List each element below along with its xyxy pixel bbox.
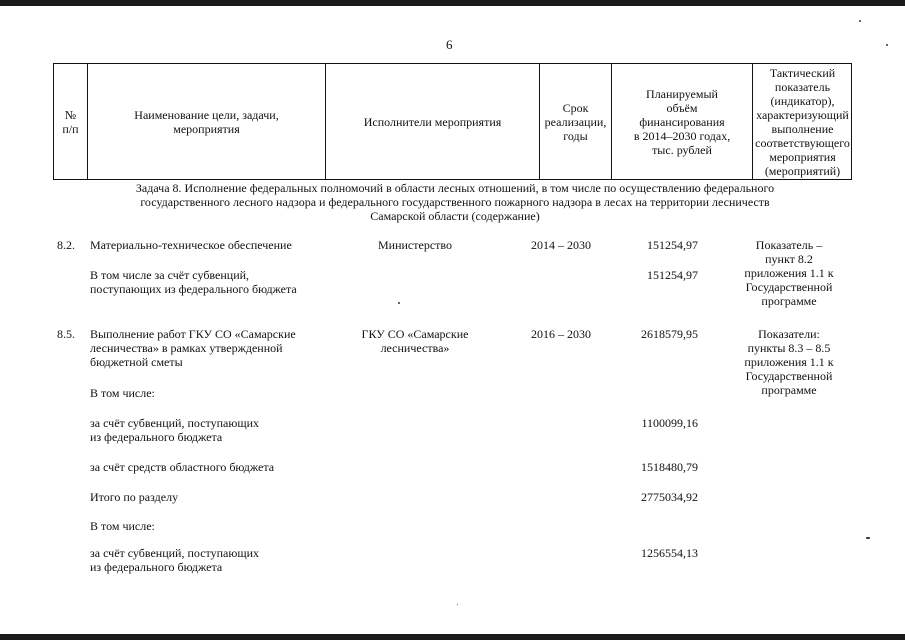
row-number: 8.5. — [57, 327, 75, 341]
table-header — [53, 63, 852, 180]
row-number: 8.2. — [57, 238, 75, 252]
row-subline-name: В том числе за счёт субвенций, поступающих из федерального бюджета — [90, 268, 297, 296]
header-executors-col: Исполнители мероприятия — [363, 114, 502, 129]
row-subline-amount: 151254,97 — [647, 268, 698, 282]
row-subline-name: за счёт субвенций, поступающих из федерального бюджета — [90, 416, 259, 444]
row-executor: Министерство — [378, 238, 452, 252]
section-title: Задача 8. Исполнение федеральных полномочий в области лесных отношений, в том числе по осуществлению федерального государственного лесного надзора и федерального государственного пожарного надзора в лесах на территории лесничеств Самарской области (содержание) — [135, 181, 775, 223]
header-period-col: Срок реализации, годы — [544, 100, 607, 143]
header-number-col: № п/п — [62, 107, 79, 136]
row-amount: 151254,97 — [647, 238, 698, 252]
section-total-amount: 2775034,92 — [641, 490, 698, 504]
row-name: Выполнение работ ГКУ СО «Самарские лесничества» в рамках утвержденной бюджетной сметы — [90, 327, 296, 369]
row-name: Материально-техническое обеспечение — [90, 238, 292, 252]
row-subline-name: В том числе: — [90, 386, 155, 400]
row-subline-name: за счёт субвенций, поступающих из федерального бюджета — [90, 546, 259, 574]
scan-speck — [457, 604, 458, 605]
row-subline-name: В том числе: — [90, 519, 155, 533]
header-name-col: Наименование цели, задачи, мероприятия — [134, 107, 279, 136]
header-indicator-col: Тактический показатель (индикатор), характеризующий выполнение соответствующего мероприятия (мероприятий) — [755, 65, 850, 178]
scan-speck — [398, 302, 400, 304]
header-financing-col: Планируемый объём финансирования в 2014–2030 годах, тыс. рублей — [633, 86, 731, 157]
row-subline-amount: 1256554,13 — [641, 546, 698, 560]
section-total-label: Итого по разделу — [90, 490, 179, 504]
row-period: 2014 – 2030 — [531, 238, 591, 252]
row-subline-amount: 1100099,16 — [641, 416, 698, 430]
row-executor: ГКУ СО «Самарские лесничества» — [361, 327, 469, 355]
scan-speck — [886, 44, 888, 46]
row-period: 2016 – 2030 — [531, 327, 591, 341]
row-subline-name: за счёт средств областного бюджета — [90, 460, 275, 474]
row-amount: 2618579,95 — [641, 327, 698, 341]
page-number: 6 — [446, 37, 453, 52]
scan-edge-top — [0, 0, 905, 6]
scan-speck — [859, 20, 861, 22]
row-indicator: Показатели: пункты 8.3 – 8.5 приложения 1.1 к Государственной программе — [744, 327, 834, 397]
scan-edge-bottom — [0, 634, 905, 640]
scan-speck — [866, 537, 870, 539]
row-indicator: Показатель – пункт 8.2 приложения 1.1 к Государственной программе — [744, 238, 834, 308]
row-subline-amount: 1518480,79 — [641, 460, 698, 474]
